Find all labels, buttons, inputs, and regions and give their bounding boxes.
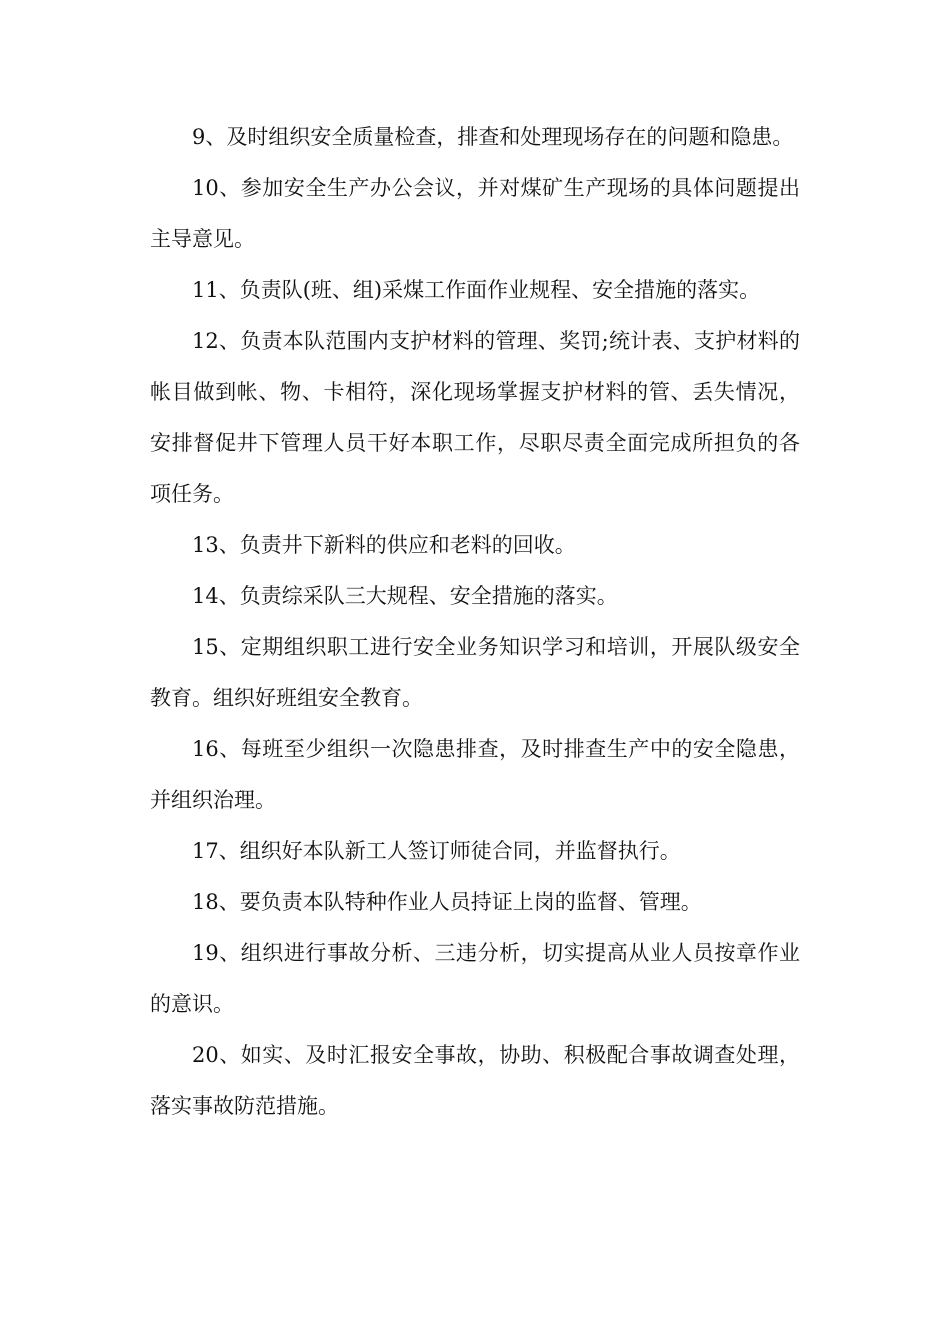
paragraph-item-15: 15、定期组织职工进行安全业务知识学习和培训，开展队级安全教育。组织好班组安全教育。 bbox=[150, 635, 800, 710]
paragraph-item-13: 13、负责井下新料的供应和老料的回收。 bbox=[192, 533, 576, 557]
paragraph-item-17: 17、组织好本队新工人签订师徒合同，并监督执行。 bbox=[192, 839, 681, 863]
paragraph-item-11: 11、负责队(班、组)采煤工作面作业规程、安全措施的落实。 bbox=[192, 278, 761, 302]
paragraph-item-10: 10、参加安全生产办公会议，并对煤矿生产现场的具体问题提出主导意见。 bbox=[150, 176, 800, 251]
paragraph-item-14: 14、负责综采队三大规程、安全措施的落实。 bbox=[192, 584, 618, 608]
paragraph-item-19: 19、组织进行事故分析、三违分析，切实提高从业人员按章作业的意识。 bbox=[150, 941, 800, 1016]
paragraph-item-16: 16、每班至少组织一次隐患排查，及时排查生产中的安全隐患，并组织治理。 bbox=[150, 737, 800, 812]
paragraph-item-12: 12、负责本队范围内支护材料的管理、奖罚;统计表、支护材料的帐目做到帐、物、卡相符，深化现场掌握支护材料的管、丢失情况，安排督促井下管理人员干好本职工作，尽职尽责全面完成所担负的各项任务。 bbox=[150, 329, 800, 506]
paragraph-item-20: 20、如实、及时汇报安全事故，协助、积极配合事故调查处理，落实事故防范措施。 bbox=[150, 1043, 800, 1118]
paragraph-item-9: 9、及时组织安全质量检查，排查和处理现场存在的问题和隐患。 bbox=[192, 125, 794, 149]
paragraph-item-18: 18、要负责本队特种作业人员持证上岗的监督、管理。 bbox=[192, 890, 702, 914]
document-body bbox=[150, 112, 800, 1132]
